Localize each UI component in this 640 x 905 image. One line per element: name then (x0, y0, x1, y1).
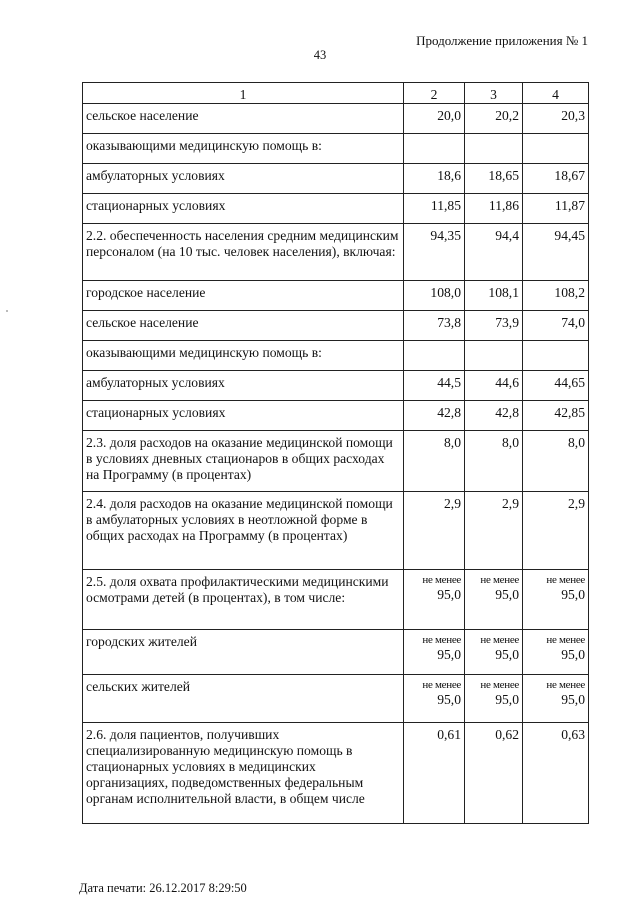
value-cell (404, 341, 465, 371)
value-cell (404, 134, 465, 164)
value-cell (465, 675, 523, 723)
table-row (83, 134, 589, 164)
value-cell: 0,63 (523, 723, 589, 824)
row-label: стационарных условиях (83, 194, 404, 224)
value-cell (465, 134, 523, 164)
value-cell: 94,45 (523, 224, 589, 281)
min-qualifier: не менее (422, 679, 461, 691)
value-cell (404, 570, 465, 630)
value-cell: 74,0 (523, 311, 589, 341)
value-cell: 2,9 (404, 492, 465, 570)
value: 95,0 (561, 692, 585, 707)
table-row (83, 371, 589, 401)
value-cell: 44,5 (404, 371, 465, 401)
row-label: 2.4. доля расходов на оказание медицинской помощи в амбулаторных условиях в неотложной форме в общих расходах на Программу (в процентах) (83, 492, 404, 570)
value-cell: 11,87 (523, 194, 589, 224)
value-cell: 42,85 (523, 401, 589, 431)
min-qualifier: не менее (422, 634, 461, 646)
row-label: оказывающими медицинскую помощь в: (83, 134, 404, 164)
value-cell (465, 341, 523, 371)
min-qualifier: не менее (480, 634, 519, 646)
min-qualifier: не менее (480, 679, 519, 691)
value-cell: 20,0 (404, 104, 465, 134)
table-row (83, 164, 589, 194)
value-cell: 2,9 (523, 492, 589, 570)
value-cell: 0,61 (404, 723, 465, 824)
value-cell: 18,67 (523, 164, 589, 194)
value-cell: 8,0 (523, 431, 589, 492)
value-cell (523, 675, 589, 723)
table-row (83, 723, 589, 824)
row-label: амбулаторных условиях (83, 371, 404, 401)
row-label: стационарных условиях (83, 401, 404, 431)
value-cell: 108,2 (523, 281, 589, 311)
table-row (83, 401, 589, 431)
table-row (83, 431, 589, 492)
row-label: городское население (83, 281, 404, 311)
column-header: 2 (404, 83, 465, 104)
row-label: 2.5. доля охвата профилактическими медицинскими осмотрами детей (в процентах), в том числе: (83, 570, 404, 630)
table-row (83, 224, 589, 281)
value-cell: 44,65 (523, 371, 589, 401)
column-header: 4 (523, 83, 589, 104)
value-cell (465, 630, 523, 675)
continuation-note: Продолжение приложения № 1 (416, 33, 588, 48)
value-cell: 73,9 (465, 311, 523, 341)
min-qualifier: не менее (546, 634, 585, 646)
value-cell: 44,6 (465, 371, 523, 401)
row-label: 2.2. обеспеченность населения средним медицинским персоналом (на 10 тыс. человек населения), включая: (83, 224, 404, 281)
value: 95,0 (495, 647, 519, 662)
row-label: сельское население (83, 311, 404, 341)
value-cell: 94,4 (465, 224, 523, 281)
value-cell: 73,8 (404, 311, 465, 341)
scan-artifact (6, 310, 8, 312)
value: 95,0 (561, 647, 585, 662)
value-cell (465, 570, 523, 630)
value-cell (404, 630, 465, 675)
value-cell: 108,1 (465, 281, 523, 311)
table-row (83, 104, 589, 134)
table-row (83, 570, 589, 630)
row-label: оказывающими медицинскую помощь в: (83, 341, 404, 371)
min-qualifier: не менее (480, 574, 519, 586)
row-label: 2.6. доля пациентов, получивших специализированную медицинскую помощь в стационарных условиях в медицинских организациях, подведомственных федеральным органам исполнительной власти, в общем числе (83, 723, 404, 824)
value-cell: 108,0 (404, 281, 465, 311)
row-label: 2.3. доля расходов на оказание медицинской помощи в условиях дневных стационаров в общих расходах на Программу (в процентах) (83, 431, 404, 492)
value-cell: 0,62 (465, 723, 523, 824)
value-cell: 20,2 (465, 104, 523, 134)
value-cell (523, 134, 589, 164)
value: 95,0 (437, 692, 461, 707)
row-label: городских жителей (83, 630, 404, 675)
value: 95,0 (437, 647, 461, 662)
value-cell (523, 341, 589, 371)
value: 95,0 (495, 587, 519, 602)
value-cell (404, 675, 465, 723)
table-row (83, 194, 589, 224)
table-body (83, 83, 589, 824)
value-cell: 42,8 (404, 401, 465, 431)
indicators-table (82, 82, 589, 824)
value-cell: 2,9 (465, 492, 523, 570)
min-qualifier: не менее (546, 574, 585, 586)
value-cell (523, 630, 589, 675)
value-cell: 42,8 (465, 401, 523, 431)
value-cell: 8,0 (465, 431, 523, 492)
table-row (83, 630, 589, 675)
table-row (83, 341, 589, 371)
value: 95,0 (495, 692, 519, 707)
value-cell: 20,3 (523, 104, 589, 134)
value-cell: 18,65 (465, 164, 523, 194)
value-cell: 8,0 (404, 431, 465, 492)
value: 95,0 (561, 587, 585, 602)
column-header: 1 (83, 83, 404, 104)
value-cell: 94,35 (404, 224, 465, 281)
page-number: 43 (313, 48, 327, 62)
value-cell: 11,85 (404, 194, 465, 224)
value: 95,0 (437, 587, 461, 602)
row-label: амбулаторных условиях (83, 164, 404, 194)
table-header-row (83, 83, 589, 104)
min-qualifier: не менее (422, 574, 461, 586)
table-row (83, 675, 589, 723)
min-qualifier: не менее (546, 679, 585, 691)
table-row (83, 281, 589, 311)
table-row (83, 311, 589, 341)
value-cell: 11,86 (465, 194, 523, 224)
table-row (83, 492, 589, 570)
value-cell: 18,6 (404, 164, 465, 194)
print-date: Дата печати: 26.12.2017 8:29:50 (79, 881, 247, 895)
row-label: сельское население (83, 104, 404, 134)
row-label: сельских жителей (83, 675, 404, 723)
value-cell (523, 570, 589, 630)
column-header: 3 (465, 83, 523, 104)
